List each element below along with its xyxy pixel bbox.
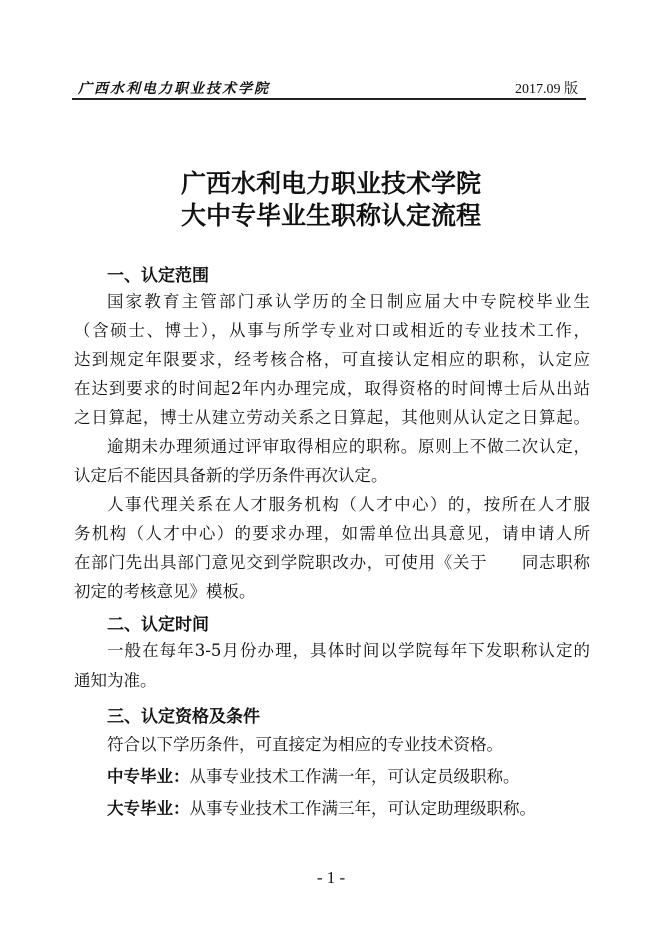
condition-text: 从事专业技术工作满一年，可认定员级职称。 [189,767,520,786]
condition-item [107,798,590,820]
body-line: 符合以下学历条件，可直接定为相应的专业技术资格。 [107,735,503,754]
section-heading: 一、认定范围 [107,266,209,286]
body-line: 一般在每年3-5月份办理，具体时间以学院每年下发职称认定的 [107,641,590,660]
body-line: 在达到要求的时间起2年内办理完成，取得资格的时间博士后从出站 [74,379,590,398]
body-line: 之日算起，博士从建立劳动关系之日算起，其他则从认定之日算起。 [74,408,590,427]
condition-label: 大专毕业： [107,799,190,818]
body-line: 通知为准。 [74,671,157,690]
document-title-line-2: 大中专毕业生职称认定流程 [180,201,481,230]
page-number: - 1 - [316,868,346,887]
body-line: 初定的考核意见》模板。 [74,582,256,601]
header-org: 广西水利电力职业技术学院 [78,81,270,97]
body-line: 达到规定年限要求，经考核合格，可直接认定相应的职称，认定应 [74,350,590,369]
body-line: 在部门先出具部门意见交到学院职改办，可使用《关于 同志职称 [74,553,590,572]
body-line: 国家教育主管部门承认学历的全日制应届大中专院校毕业生 [107,292,590,311]
condition-label: 中专毕业： [107,767,190,786]
condition-item [107,766,590,788]
section-heading: 三、认定资格及条件 [107,707,260,727]
section-heading: 二、认定时间 [107,615,209,635]
body-line: 务机构（人才中心）的要求办理，如需单位出具意见，请申请人所 [74,524,590,543]
body-line: 逾期未办理须通过评审取得相应的职称。原则上不做二次认定， [107,437,590,456]
body-line: 人事代理关系在人才服务机构（人才中心）的，按所在人才服 [107,495,590,514]
body-line: 认定后不能因具备新的学历条件再次认定。 [74,466,388,485]
header-version: 2017.09 版 [515,82,578,97]
document-title-line-1: 广西水利电力职业技术学院 [180,169,481,198]
body-line: （含硕士、博士），从事与所学专业对口或相近的专业技术工作， [74,321,590,340]
condition-text: 从事专业技术工作满三年，可认定助理级职称。 [189,799,536,818]
header-rule [72,98,586,100]
